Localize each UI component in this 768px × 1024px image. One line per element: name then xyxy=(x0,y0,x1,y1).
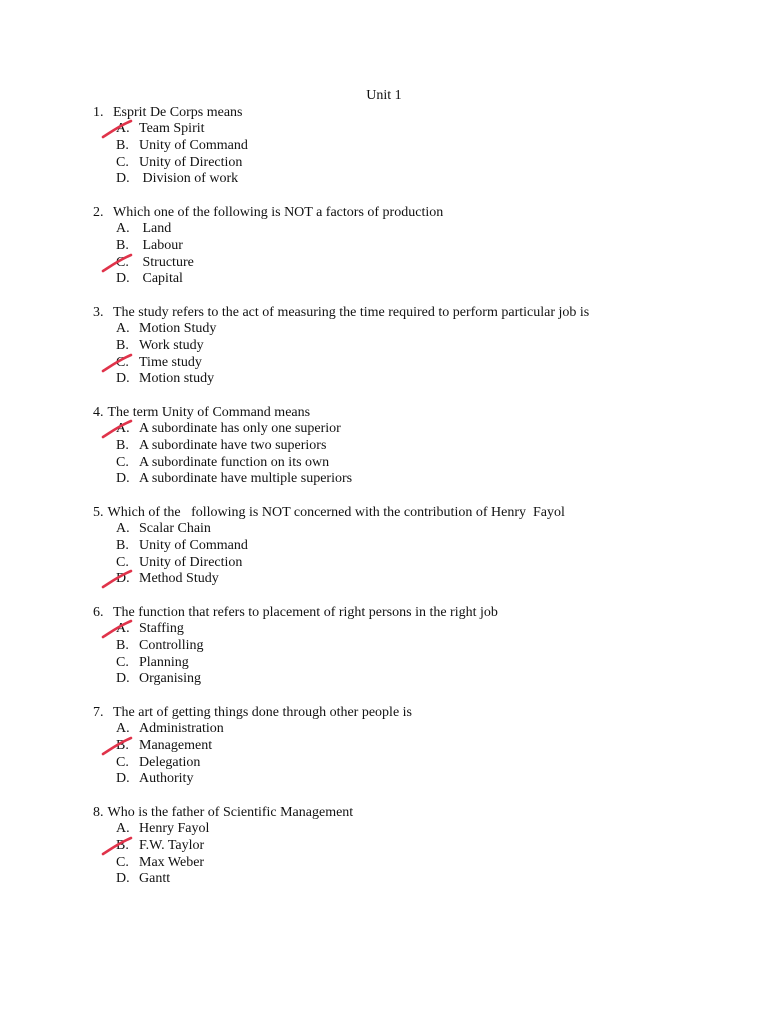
question-stem xyxy=(93,704,733,721)
option-d xyxy=(93,771,733,788)
question-number: 3. xyxy=(93,305,104,320)
option-text: Labour xyxy=(139,237,183,253)
option-c xyxy=(93,655,733,672)
question-5 xyxy=(93,504,733,588)
option-text: Unity of Command xyxy=(139,137,248,153)
option-d xyxy=(93,171,733,188)
question-text: Who is the father of Scientific Management xyxy=(107,805,354,820)
option-letter: D. xyxy=(116,471,130,487)
option-letter: D. xyxy=(116,771,130,787)
option-text: F.W. Taylor xyxy=(139,837,205,853)
option-letter: A. xyxy=(116,421,130,436)
option-letter: A. xyxy=(116,721,130,736)
option-b xyxy=(93,638,733,655)
question-stem xyxy=(93,404,733,421)
option-a xyxy=(93,521,733,538)
option-text: Work study xyxy=(139,337,204,353)
option-letter: C. xyxy=(116,454,129,470)
option-c xyxy=(93,355,733,372)
option-b xyxy=(93,438,733,455)
question-text: The art of getting things done through other people is xyxy=(113,705,412,720)
question-7 xyxy=(93,704,733,788)
option-a xyxy=(93,421,733,438)
option-a xyxy=(93,221,733,238)
question-3 xyxy=(93,304,733,388)
question-number: 7. xyxy=(93,705,104,720)
question-text: Which one of the following is NOT a factors of production xyxy=(113,205,444,220)
option-a xyxy=(93,321,733,338)
option-a xyxy=(93,721,733,738)
question-stem xyxy=(93,804,733,821)
option-letter: D. xyxy=(116,871,130,887)
question-number: 1. xyxy=(93,105,104,120)
option-letter: A. xyxy=(116,521,130,536)
option-letter: B. xyxy=(116,237,129,253)
option-text: Delegation xyxy=(139,754,201,770)
option-letter: C. xyxy=(116,554,129,570)
option-letter: B. xyxy=(116,337,129,353)
question-text: The function that refers to placement of right persons in the right job xyxy=(113,605,498,620)
option-text: Organising xyxy=(139,671,201,687)
option-c xyxy=(93,555,733,572)
option-letter: C. xyxy=(116,654,129,670)
option-letter: B. xyxy=(116,637,129,653)
option-d xyxy=(93,371,733,388)
option-text: Method Study xyxy=(139,571,219,587)
question-4 xyxy=(93,404,733,488)
option-text: Controlling xyxy=(139,637,204,653)
option-text: Unity of Command xyxy=(139,537,248,553)
option-letter: C. xyxy=(116,854,129,870)
question-number: 5. xyxy=(93,505,104,520)
option-letter: D. xyxy=(116,271,130,287)
option-text: Team Spirit xyxy=(139,121,205,136)
option-text: Staffing xyxy=(139,621,184,636)
page-title: Unit 1 xyxy=(366,88,402,103)
question-2 xyxy=(93,204,733,288)
option-text: Motion study xyxy=(139,371,215,387)
question-1 xyxy=(93,104,733,188)
option-letter: A. xyxy=(116,321,130,336)
question-stem xyxy=(93,604,733,621)
option-letter: B. xyxy=(116,837,129,853)
option-text: Unity of Direction xyxy=(139,554,243,570)
option-letter: D. xyxy=(116,571,130,587)
option-c xyxy=(93,855,733,872)
question-number: 2. xyxy=(93,205,104,220)
option-letter: A. xyxy=(116,621,130,636)
option-a xyxy=(93,621,733,638)
question-text: Which of the following is NOT concerned with the contribution of Henry Fayol xyxy=(107,505,565,520)
option-text: Land xyxy=(139,221,172,236)
option-text: A subordinate function on its own xyxy=(139,454,330,470)
option-text: Management xyxy=(139,737,213,753)
option-letter: B. xyxy=(116,137,129,153)
question-text: The study refers to the act of measuring the time required to perform particular job is xyxy=(113,305,590,320)
question-stem xyxy=(93,504,733,521)
option-d xyxy=(93,271,733,288)
option-letter: C. xyxy=(116,354,129,370)
option-a xyxy=(93,821,733,838)
option-letter: B. xyxy=(116,437,129,453)
option-text: Time study xyxy=(139,354,202,370)
option-letter: D. xyxy=(116,671,130,687)
option-text: Structure xyxy=(139,254,194,270)
question-8 xyxy=(93,804,733,888)
question-stem xyxy=(93,304,733,321)
option-text: Division of work xyxy=(139,171,239,187)
option-text: Authority xyxy=(139,771,194,787)
option-text: Henry Fayol xyxy=(139,821,210,836)
option-c xyxy=(93,755,733,772)
question-number: 4. xyxy=(93,405,104,420)
question-number: 8. xyxy=(93,805,104,820)
option-text: A subordinate has only one superior xyxy=(139,421,341,436)
option-letter: C. xyxy=(116,754,129,770)
option-c xyxy=(93,455,733,472)
option-letter: A. xyxy=(116,221,130,236)
option-text: Max Weber xyxy=(139,854,205,870)
option-letter: B. xyxy=(116,737,129,753)
option-c xyxy=(93,155,733,172)
question-list xyxy=(93,104,733,904)
option-b xyxy=(93,738,733,755)
option-d xyxy=(93,871,733,888)
option-b xyxy=(93,338,733,355)
option-b xyxy=(93,238,733,255)
option-letter: C. xyxy=(116,254,129,270)
option-letter: A. xyxy=(116,121,130,136)
option-text: Unity of Direction xyxy=(139,154,243,170)
option-c xyxy=(93,255,733,272)
option-b xyxy=(93,138,733,155)
option-d xyxy=(93,671,733,688)
option-text: Capital xyxy=(139,271,183,287)
option-text: Gantt xyxy=(139,871,171,887)
option-a xyxy=(93,121,733,138)
option-b xyxy=(93,538,733,555)
option-text: A subordinate have two superiors xyxy=(139,437,327,453)
option-text: Scalar Chain xyxy=(139,521,211,536)
option-b xyxy=(93,838,733,855)
option-text: Planning xyxy=(139,654,189,670)
option-letter: A. xyxy=(116,821,130,836)
option-letter: D. xyxy=(116,171,130,187)
option-text: A subordinate have multiple superiors xyxy=(139,471,353,487)
option-text: Motion Study xyxy=(139,321,217,336)
question-number: 6. xyxy=(93,605,104,620)
option-d xyxy=(93,471,733,488)
question-stem xyxy=(93,104,733,121)
option-letter: B. xyxy=(116,537,129,553)
option-text: Administration xyxy=(139,721,224,736)
question-text: Esprit De Corps means xyxy=(113,105,243,120)
option-d xyxy=(93,571,733,588)
question-stem xyxy=(93,204,733,221)
question-6 xyxy=(93,604,733,688)
option-letter: D. xyxy=(116,371,130,387)
option-letter: C. xyxy=(116,154,129,170)
question-text: The term Unity of Command means xyxy=(107,405,311,420)
